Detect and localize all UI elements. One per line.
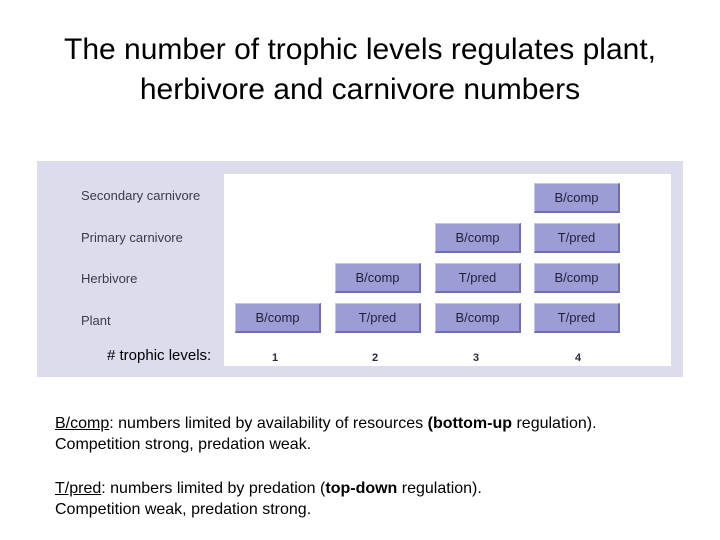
title-line-1: The number of trophic levels regulates plant, xyxy=(64,33,656,66)
cell-4-secondary-carnivore: B/comp xyxy=(534,183,620,213)
slide-title xyxy=(0,30,720,110)
legend-bcomp-line-2: Competition strong, predation weak. xyxy=(55,436,312,453)
row-label-primary-carnivore: Primary carnivore xyxy=(81,230,183,245)
legend-bcomp-bold: (bottom-up xyxy=(427,415,513,432)
cell-4-plant: T/pred xyxy=(534,303,620,333)
row-label-herbivore: Herbivore xyxy=(81,271,138,286)
cell-2-plant: T/pred xyxy=(335,303,421,333)
legend-tpred-line-2: Competition weak, predation strong. xyxy=(55,501,312,518)
cell-4-herbivore: B/comp xyxy=(534,263,620,293)
cell-2-herbivore: B/comp xyxy=(335,263,421,293)
cell-4-primary-carnivore: T/pred xyxy=(534,223,620,253)
row-label-plant: Plant xyxy=(81,313,111,328)
legend-tpred-term: T/pred xyxy=(55,480,102,497)
legend-tpred-text-2: regulation). xyxy=(397,480,482,497)
tick-label-4: 4 xyxy=(574,352,582,364)
cell-3-herbivore: T/pred xyxy=(435,263,521,293)
legend-tpred-text-1: : numbers limited by predation ( xyxy=(101,480,326,497)
tick-label-3: 3 xyxy=(472,352,480,364)
legend-bcomp-text-2: regulation). xyxy=(512,415,597,432)
cell-1-plant: B/comp xyxy=(235,303,321,333)
tick-label-2: 2 xyxy=(371,352,379,364)
trophic-levels-diagram xyxy=(37,161,683,377)
legend-tpred-bold: top-down xyxy=(325,480,398,497)
cell-3-plant: B/comp xyxy=(435,303,521,333)
legend-bcomp-text-1: : numbers limited by availability of resources xyxy=(109,415,428,432)
legend-bcomp-line-1 xyxy=(55,413,695,434)
title-line-2: herbivore and carnivore numbers xyxy=(139,73,581,106)
legend-tpred xyxy=(55,478,695,520)
trophic-levels-axis-label: # trophic levels: xyxy=(107,347,212,364)
legend-tpred-line-1 xyxy=(55,478,695,499)
tick-label-1: 1 xyxy=(271,352,279,364)
legend-bcomp-term: B/comp xyxy=(55,415,110,432)
row-label-secondary-carnivore: Secondary carnivore xyxy=(81,188,201,203)
legend-bcomp xyxy=(55,413,695,455)
cell-3-primary-carnivore: B/comp xyxy=(435,223,521,253)
